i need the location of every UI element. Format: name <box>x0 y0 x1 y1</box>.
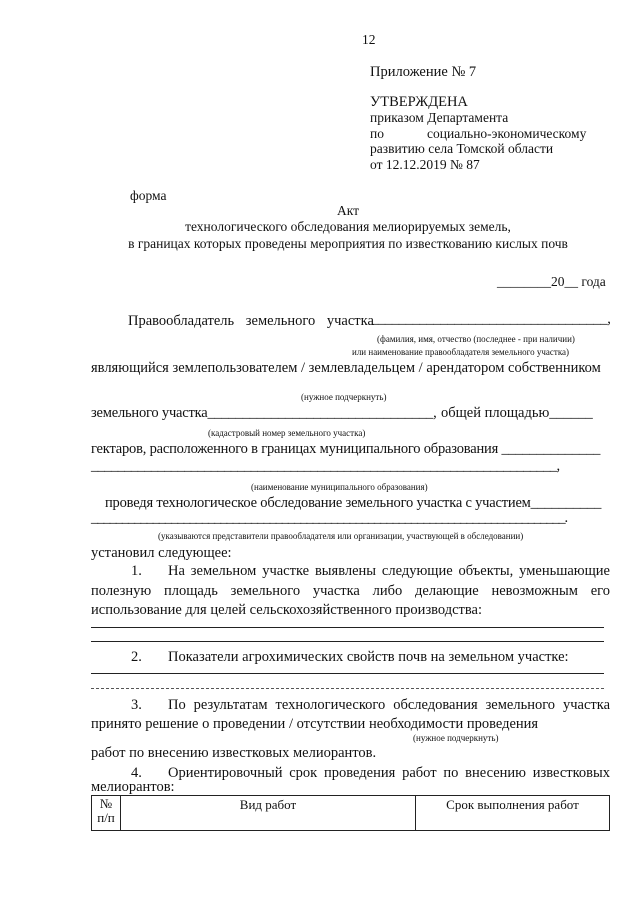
works-table <box>91 795 610 831</box>
col-number-sign: № <box>99 796 113 811</box>
holder-blank: __________________________________, <box>371 311 611 327</box>
item-1-answer-line-2 <box>91 641 604 642</box>
date-blank-year: ________20 <box>497 274 565 289</box>
item-2-answer-line-1 <box>91 673 604 674</box>
form-label: форма <box>130 188 167 203</box>
page-number: 12 <box>362 32 376 47</box>
approved-stamp: УТВЕРЖДЕНА <box>370 94 468 110</box>
municipality-hint: (наименование муниципального образования) <box>251 482 428 492</box>
item-4-number: 4. <box>131 765 142 781</box>
appendix-label: Приложение № 7 <box>370 64 477 80</box>
item-2-number: 2. <box>131 649 142 665</box>
col-number-abbr: п/п <box>97 810 115 825</box>
col-number-header <box>92 796 121 831</box>
holder-hint-1: (фамилия, имя, отчество (последнее - при наличии) <box>377 334 575 344</box>
item-1-number: 1. <box>131 563 142 579</box>
land-text-a: земельного участка________________________________, <box>91 405 437 421</box>
item-3-line-1: По результатам технологического обследования земельного участка <box>168 697 610 713</box>
item-1-line-3: использование для целей сельскохозяйственного производства: <box>91 602 483 618</box>
established-label: установил следующее: <box>91 545 232 561</box>
holder-label: Правообладатель земельного участка <box>128 313 374 329</box>
status-hint: (нужное подчеркнуть) <box>301 392 387 402</box>
survey-text: проведя технологическое обследование земельного участка с участием__________ <box>105 495 602 511</box>
item-1-answer-line-1 <box>91 627 604 628</box>
title-line-3: в границах которых проведены мероприятия по известкованию кислых почв <box>128 236 568 251</box>
participants-hint: (указываются представители правообладателя или организации, участвующей в обследовании) <box>158 531 524 541</box>
col-deadline-header: Срок выполнения работ <box>416 796 610 831</box>
approval-line-4: от 12.12.2019 № 87 <box>370 157 480 172</box>
item-3-line-2: принято решение о проведении / отсутствии необходимости проведения <box>91 716 539 732</box>
status-line: являющийся землепользователем / землевладельцем / арендатором собственником <box>91 360 601 376</box>
item-1-line-1: На земельном участке выявлены следующие объекты, уменьшающие <box>168 563 610 579</box>
col-work-type-header: Вид работ <box>121 796 416 831</box>
item-2-text: Показатели агрохимических свойств почв на земельном участке: <box>168 649 569 665</box>
title-line-2: технологического обследования мелиорируемых земель, <box>185 219 511 234</box>
land-text-b: общей площадью______ <box>441 405 593 421</box>
approval-line-1: приказом Департамента <box>370 110 509 125</box>
hectares-text: гектаров, расположенного в границах муниципального образования ______________ <box>91 441 601 457</box>
item-4-line-2: мелиорантов: <box>91 779 175 795</box>
item-3-hint: (нужное подчеркнуть) <box>413 733 499 743</box>
title-act: Акт <box>336 203 360 218</box>
approval-line-2a: по <box>370 126 384 141</box>
date-blank-year-suffix: __ года <box>564 274 606 289</box>
cadastral-hint: (кадастровый номер земельного участка) <box>208 428 366 438</box>
item-2-answer-line-2 <box>91 688 604 689</box>
item-3-line-3: работ по внесению известковых мелиорантов. <box>91 745 377 761</box>
item-3-number: 3. <box>131 697 142 713</box>
holder-hint-2: или наименование правообладателя земельного участка) <box>352 347 570 357</box>
participants-blank: _____________________________________________________________________________. <box>91 510 568 526</box>
approval-line-3: развитию села Томской области <box>370 141 554 156</box>
municipality-blank: ______________________________________________________________________, <box>91 458 560 474</box>
date-blank <box>497 274 606 290</box>
item-1-line-2: полезную площадь земельного участка либо делающие невозможным его <box>91 583 610 599</box>
item-4-line-1: Ориентировочный срок проведения работ по внесению известковых <box>168 765 610 781</box>
approval-line-2b: социально-экономическому <box>427 126 587 141</box>
table-header-row <box>92 796 610 831</box>
